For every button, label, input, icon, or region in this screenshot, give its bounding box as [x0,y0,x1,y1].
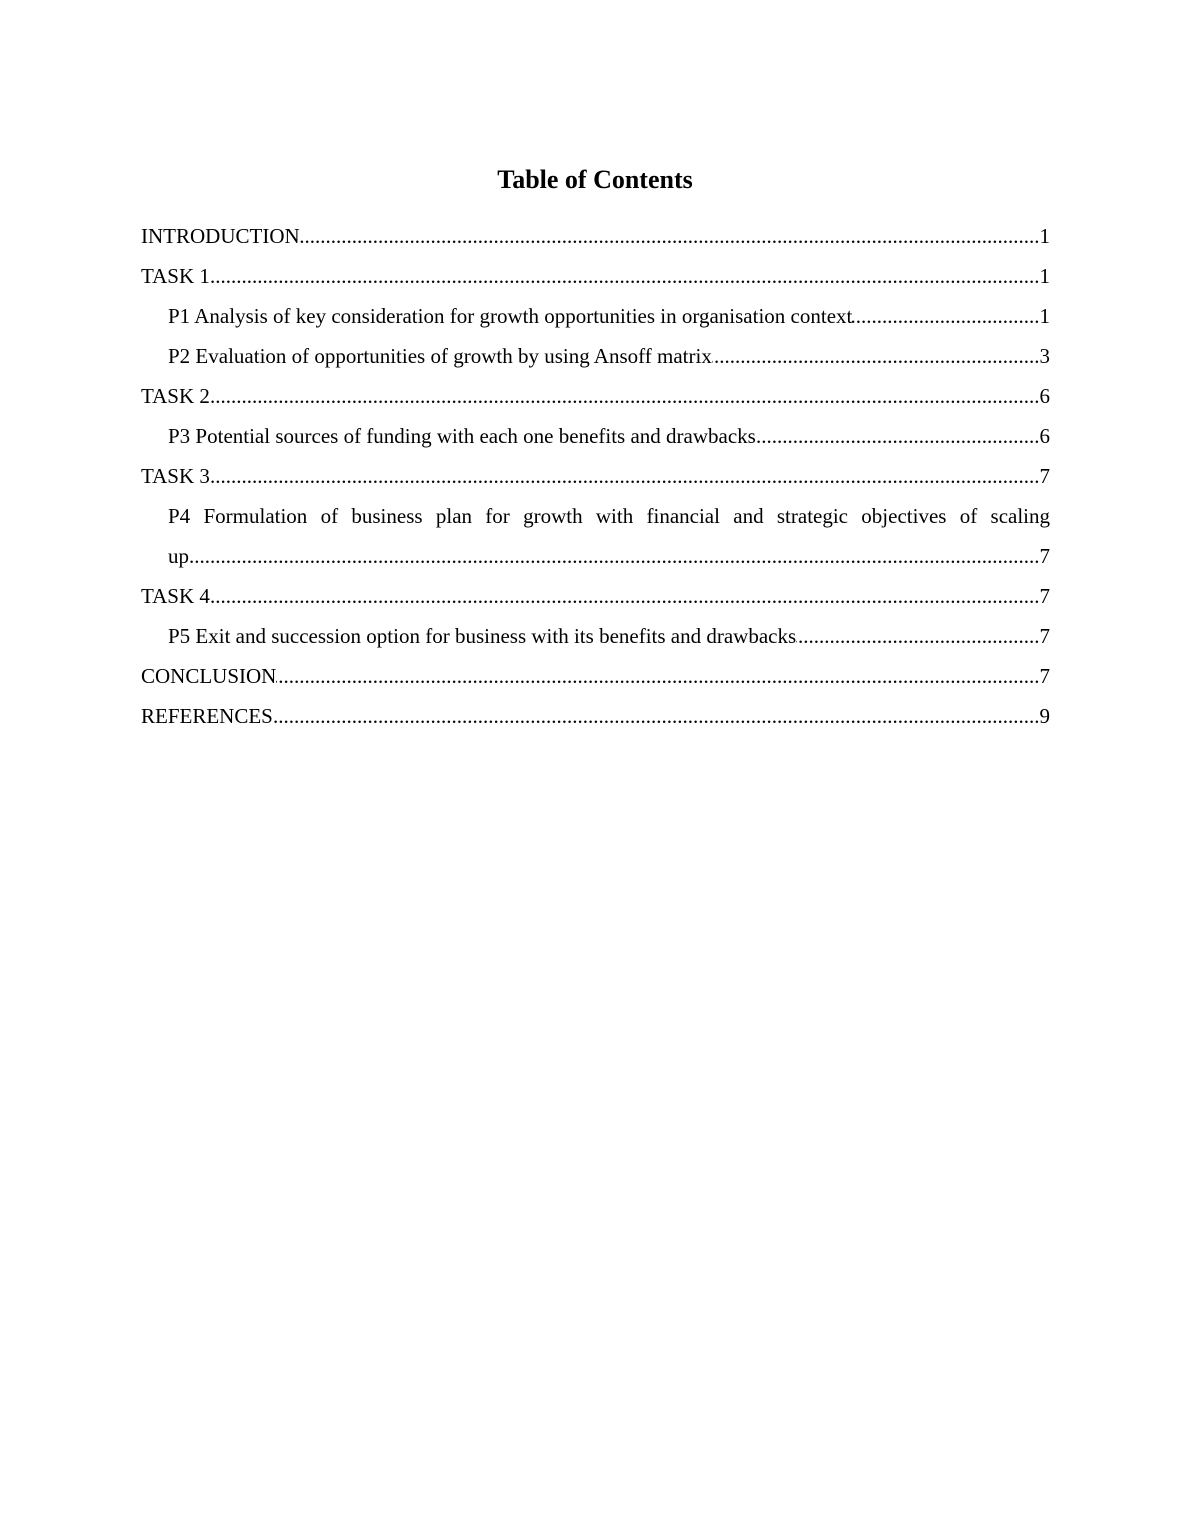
toc-entry-task-2[interactable] [141,376,1050,416]
entry-page: 9 [1039,704,1050,728]
dot-leader [712,336,1040,376]
entry-text: P3 Potential sources of funding with each one benefits and drawbacks [168,424,756,448]
entry-text: TASK 1 [141,264,210,288]
entry-page: 3 [1039,344,1050,368]
entry-text: TASK 3 [141,464,210,488]
entry-page: 1 [1039,224,1050,248]
entry-text: P5 Exit and succession option for business with its benefits and drawbacks [168,624,797,648]
dot-leader [276,656,1039,696]
entry-page: 6 [1039,424,1050,448]
toc-entry-conclusion[interactable] [141,656,1050,696]
dot-leader [852,296,1039,336]
entry-text: REFERENCES [141,704,273,728]
entry-text: TASK 4 [141,584,210,608]
dot-leader [189,536,1040,576]
toc-entry-p3[interactable] [141,416,1050,456]
dot-leader [210,456,1040,496]
entry-text: P4 Formulation of business plan for growth with financial and strategic objectives of scaling [168,504,1050,528]
entry-page: 6 [1039,384,1050,408]
entry-page: 7 [1039,544,1050,568]
toc-entry-p2[interactable] [141,336,1050,376]
table-of-contents [141,216,1050,736]
entry-page: 7 [1039,584,1050,608]
dot-leader [300,216,1040,256]
dot-leader [210,576,1040,616]
entry-text: INTRODUCTION [141,224,300,248]
toc-entry-p4-line2[interactable] [141,536,1050,576]
entry-page: 7 [1039,464,1050,488]
toc-entry-p4-line1[interactable] [141,496,1050,536]
entry-page: 1 [1039,264,1050,288]
toc-entry-task-3[interactable] [141,456,1050,496]
entry-page: 7 [1039,624,1050,648]
dot-leader [210,376,1040,416]
dot-leader [796,616,1039,656]
dot-leader [756,416,1040,456]
entry-page: 1 [1039,304,1050,328]
entry-text: up [168,544,189,568]
toc-entry-references[interactable] [141,696,1050,736]
dot-leader [273,696,1040,736]
dot-leader [210,256,1040,296]
toc-entry-introduction[interactable] [141,216,1050,256]
toc-entry-task-4[interactable] [141,576,1050,616]
entry-text: CONCLUSION [141,664,277,688]
entry-text: TASK 2 [141,384,210,408]
entry-text: P2 Evaluation of opportunities of growth by using Ansoff matrix [168,344,712,368]
toc-title: Table of Contents [497,165,693,194]
toc-entry-p5[interactable] [141,616,1050,656]
entry-page: 7 [1039,664,1050,688]
toc-entry-p1[interactable] [141,296,1050,336]
entry-text: P1 Analysis of key consideration for growth opportunities in organisation context [168,304,853,328]
toc-entry-task-1[interactable] [141,256,1050,296]
